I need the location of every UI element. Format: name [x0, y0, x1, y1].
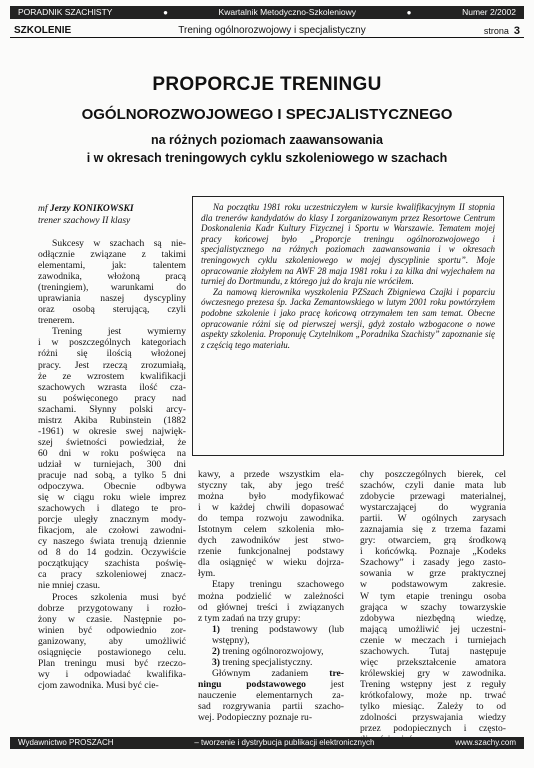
- note-paragraph-1: Na początku 1981 roku uczestniczyłem w kursie kwalifikacyjnym II stopnia dla trenerów kandydatów do klasy I zorganizowanym przez Resortowe Centrum Doskonalenia Kadr Kultury Fizycznej i Sportu w Warszawie. Tematem mojej pracy końcowej było „Proporcje treningu ogólnorozwojowego i specjalistycznego na różnych poziomach zaawansowania i w okresach treningowych cyklu szkoleniowego w mojej dyscyplinie sportu”. Moje opracowanie złożyłem na AWF 28 maja 1981 roku i za kilka dni wyjechałem na turniej do Dortmundu, z którego już do kraju nie wróciłem.: [201, 202, 495, 287]
- text-line: fikacjom, ale czołowi zawodni-: [38, 525, 186, 537]
- text-line: ca pracy szkoleniowej znacz-: [38, 569, 186, 581]
- text-line: mającą umożliwić jej uczestni-: [360, 623, 506, 635]
- text-line: wej. Podopieczny poznaje ru-: [198, 712, 313, 724]
- text-line: zdobycie przewagi materialnej,: [360, 491, 506, 503]
- magazine-type: Kwartalnik Metodyczno-Szkoleniowy: [218, 7, 357, 17]
- text-line: mistrz Akiba Rubinstein (1882: [38, 414, 186, 426]
- section-name: SZKOLENIE: [14, 24, 72, 36]
- text-line: zdobywa niezbędną wiedzę,: [360, 612, 506, 624]
- text-line: Trening jest wymierny: [52, 326, 186, 338]
- text-line: i końcówką. Poznaje „Kodeks: [360, 546, 506, 558]
- page-indicator: [430, 24, 520, 38]
- list-item-text: trening specjalistyczny.: [220, 656, 313, 668]
- training-stages-list: [198, 624, 344, 668]
- text-line: sowania w grze praktycznej: [360, 568, 506, 580]
- separator-dot-icon: ●: [163, 8, 168, 17]
- text-line: grająca w szachy towarzyskie: [360, 601, 506, 613]
- author-title: mf: [38, 204, 48, 214]
- text-line: początkujący szachista poświę-: [38, 558, 186, 570]
- text-line: zdolności przyswajania wiedzy: [360, 712, 506, 724]
- text-line: tylko miesiąc. Zależy to od: [360, 700, 506, 712]
- article-subtitle-line-2: i w okresach treningowych cyklu szkoleniowego w szachach: [86, 151, 448, 165]
- text-line: odpoczywa. Obecnie odbywa: [38, 481, 186, 493]
- page-label: strona: [483, 25, 509, 36]
- text-line: osiągnięcie postawionego celu.: [38, 646, 186, 658]
- text-line: Etapy treningu szachowego: [212, 579, 344, 591]
- list-item-number: 1): [212, 623, 220, 635]
- text-line: że ze wzrostem kwalifikacji: [38, 370, 186, 382]
- section-topic: Trening ogólnorozwojowy i specjalistyczny: [178, 24, 366, 36]
- text-column-3: [360, 469, 506, 745]
- text-line: uprawiania naszej dyscypliny: [38, 293, 186, 305]
- text-line: chy poszczególnych bierek, cel: [360, 469, 506, 480]
- magazine-name: PORADNIK SZACHISTY: [18, 7, 113, 17]
- text-line: cjom zawodnika. Musi być cie-: [38, 679, 159, 691]
- author-block: [38, 203, 188, 227]
- text-line: szachowych. Tutaj następuje: [360, 645, 506, 657]
- text-line: elementami, jak: talentem: [38, 260, 186, 272]
- text-line: Szachowy” i zasady jego zasto-: [360, 557, 506, 569]
- text-line: nie mniej czasu.: [38, 580, 101, 592]
- text-line: szachowych i dlatego te pro-: [38, 503, 186, 515]
- magazine-header-bar: [10, 6, 524, 19]
- text-line: od 8 do 14 godzin. Oczywiście: [38, 547, 186, 559]
- text-line: dobrze przygotowany i rozło-: [38, 602, 186, 614]
- page-number: 3: [513, 24, 520, 37]
- text-line: partii. W ogólnych zarysach: [360, 513, 506, 525]
- text-line: nauczenie elementarnych za-: [198, 689, 344, 701]
- list-item: [198, 646, 344, 657]
- text-line: wy i odpowiadać kwalifika-: [38, 668, 186, 680]
- text-line: gry: otwarciem, grą środkową: [360, 535, 506, 547]
- publisher-tagline: – tworzenie i dystrybucja publikacji elektronicznych: [194, 738, 375, 747]
- text-line: królewskiej gry w zawodnika.: [360, 667, 506, 679]
- text-line: czenie w meczach i turniejach: [360, 634, 506, 646]
- text-line: pracy. Jest rzeczą zrozumiałą,: [38, 359, 186, 371]
- list-item-number: 2): [212, 645, 220, 657]
- text-line: żony w czasie. Następnie po-: [38, 613, 186, 625]
- article-subtitle-line-1: na różnych poziomach zaawansowania: [150, 133, 383, 147]
- text-line: od głównej treści i związanych: [198, 601, 344, 613]
- text-line: styczny tak, aby jego treść: [198, 480, 344, 492]
- text-line: wystarczającej do wygrania: [360, 502, 506, 514]
- publisher-website: www.szachy.com: [455, 738, 516, 747]
- issue-number: Numer 2/2002: [462, 7, 516, 17]
- list-item-number: 3): [212, 656, 220, 668]
- text-line: udział w turniejach, 300 dni: [38, 458, 186, 470]
- text-line: zaznajamia się z trzema fazami: [360, 524, 506, 536]
- text-line: 60 dni w roku poświęca na: [38, 447, 186, 459]
- text-line: (treningiem), warunkami do: [38, 282, 186, 294]
- text-line: rzenie funkcjonalnej podstawy: [198, 546, 344, 558]
- text-line: Istotnym celem szkolenia mło-: [198, 524, 344, 536]
- text-line: Sukcesy w szachach są nie-: [52, 238, 186, 249]
- publisher-footer-bar: [10, 737, 524, 749]
- text-line: się w ciągu roku wiele imprez: [38, 492, 186, 504]
- text-line: do tempa rozwoju zawodnika.: [198, 513, 344, 525]
- text-line: sad rozgrywania partii szacho-: [198, 700, 344, 712]
- separator-dot-icon: ●: [406, 8, 412, 17]
- text-line: odłącznie związane z takimi: [38, 249, 186, 261]
- text-line: pracuje nad sobą, a tylko 5 dni: [38, 469, 186, 481]
- text-column-2: [198, 469, 344, 723]
- text-line: szachowych wzrasta ilość cza-: [38, 381, 186, 393]
- text-line: trenerem.: [38, 315, 75, 327]
- text-line: ganizowany, aby umożliwić: [38, 635, 186, 647]
- text-column-1: [38, 238, 186, 691]
- text-line: -1961) w okresie swej najwięk-: [38, 425, 186, 437]
- text-line: W tym etapie treningu osoba: [360, 590, 506, 602]
- text-line: Proces szkolenia musi być: [52, 591, 186, 603]
- text-line: porcje uległy znacznym mody-: [38, 514, 186, 526]
- text-line: można było modyfikować: [198, 491, 344, 503]
- text-line: krótkofalowy, może np. trwać: [360, 689, 506, 701]
- text-line: i w każdej chwili dopasować: [198, 502, 344, 514]
- list-item-text: trening podstawowy (lub wstępny),: [212, 623, 344, 646]
- text-line: oraz osobą sterującą, czyli: [38, 304, 186, 316]
- text-line: łym.: [198, 568, 216, 580]
- text-line: Głównym zadaniem tre-: [212, 667, 344, 679]
- publisher-name: Wydawnictwo PROSZACH: [18, 738, 114, 747]
- list-item: [198, 624, 344, 646]
- text-line: można podzielić w zależności: [198, 590, 344, 602]
- text-line: więc przekształcenie amatora: [360, 656, 506, 668]
- text-line: su poświęconego pracy nad: [38, 392, 186, 404]
- section-header: [10, 24, 524, 38]
- text-line: z tym zadań na trzy grupy:: [198, 612, 301, 624]
- note-paragraph-2: Za namową kierownika wyszkolenia PZSzach Zbigniewa Czajki i poparciu ówczesnego prezesa śp. Jacka Zemantowskiego w lutym 2001 roku powtórzyłem podobne szkolenie i jako pracę końcową otrzymałem ten sam temat. Obecne opracowanie różni się od pierwszej wersji, gdyż zostało wzbogacone o nowe aspekty szkolenia. Proponuję Czytelnikom „Poradnika Szachisty” zapoznanie się z częścią tego materiału.: [201, 286, 495, 350]
- text-line: i w poszczególnych kategoriach: [38, 337, 186, 349]
- list-item-text: trening ogólnorozwojowy,: [220, 645, 324, 657]
- text-line: zawodnika, włożoną pracą: [38, 271, 186, 283]
- text-line: przez podopiecznych i często-: [360, 723, 506, 735]
- text-line: szej świetności powiedział, że: [38, 436, 186, 448]
- article-title-line-1: PROPORCJE TRENINGU: [152, 74, 382, 95]
- text-line: kawy, a przede wszystkim ela-: [198, 469, 344, 480]
- author-role: trener szachowy II klasy: [38, 216, 131, 226]
- list-item: [198, 657, 344, 668]
- text-line: szachów, czyli danie mata lub: [360, 480, 506, 492]
- editorial-note-box: [192, 196, 504, 456]
- text-line: ningu podstawowego jest: [198, 678, 344, 690]
- text-line: winien być odpowiednio zor-: [38, 624, 186, 636]
- text-line: różni się ilością włożonej: [38, 348, 186, 360]
- article-title-line-2: OGÓLNOROZWOJOWEGO I SPECJALISTYCZNEGO: [81, 106, 453, 123]
- text-line: Trening wstępny jest z reguły: [360, 678, 506, 690]
- text-line: cy naszego świata trenują dziennie: [38, 536, 186, 548]
- text-line: Plan treningu musi być rzeczo-: [38, 657, 186, 669]
- text-line: dych zawodników jest stwo-: [198, 535, 344, 547]
- author-name: Jerzy KONIKOWSKI: [49, 204, 134, 214]
- text-line: szachami. Słynny polski arcy-: [38, 403, 186, 415]
- text-line: dla osiągnięć w wieku dojrza-: [198, 557, 344, 569]
- text-line: w podstawowym zakresie.: [360, 579, 506, 591]
